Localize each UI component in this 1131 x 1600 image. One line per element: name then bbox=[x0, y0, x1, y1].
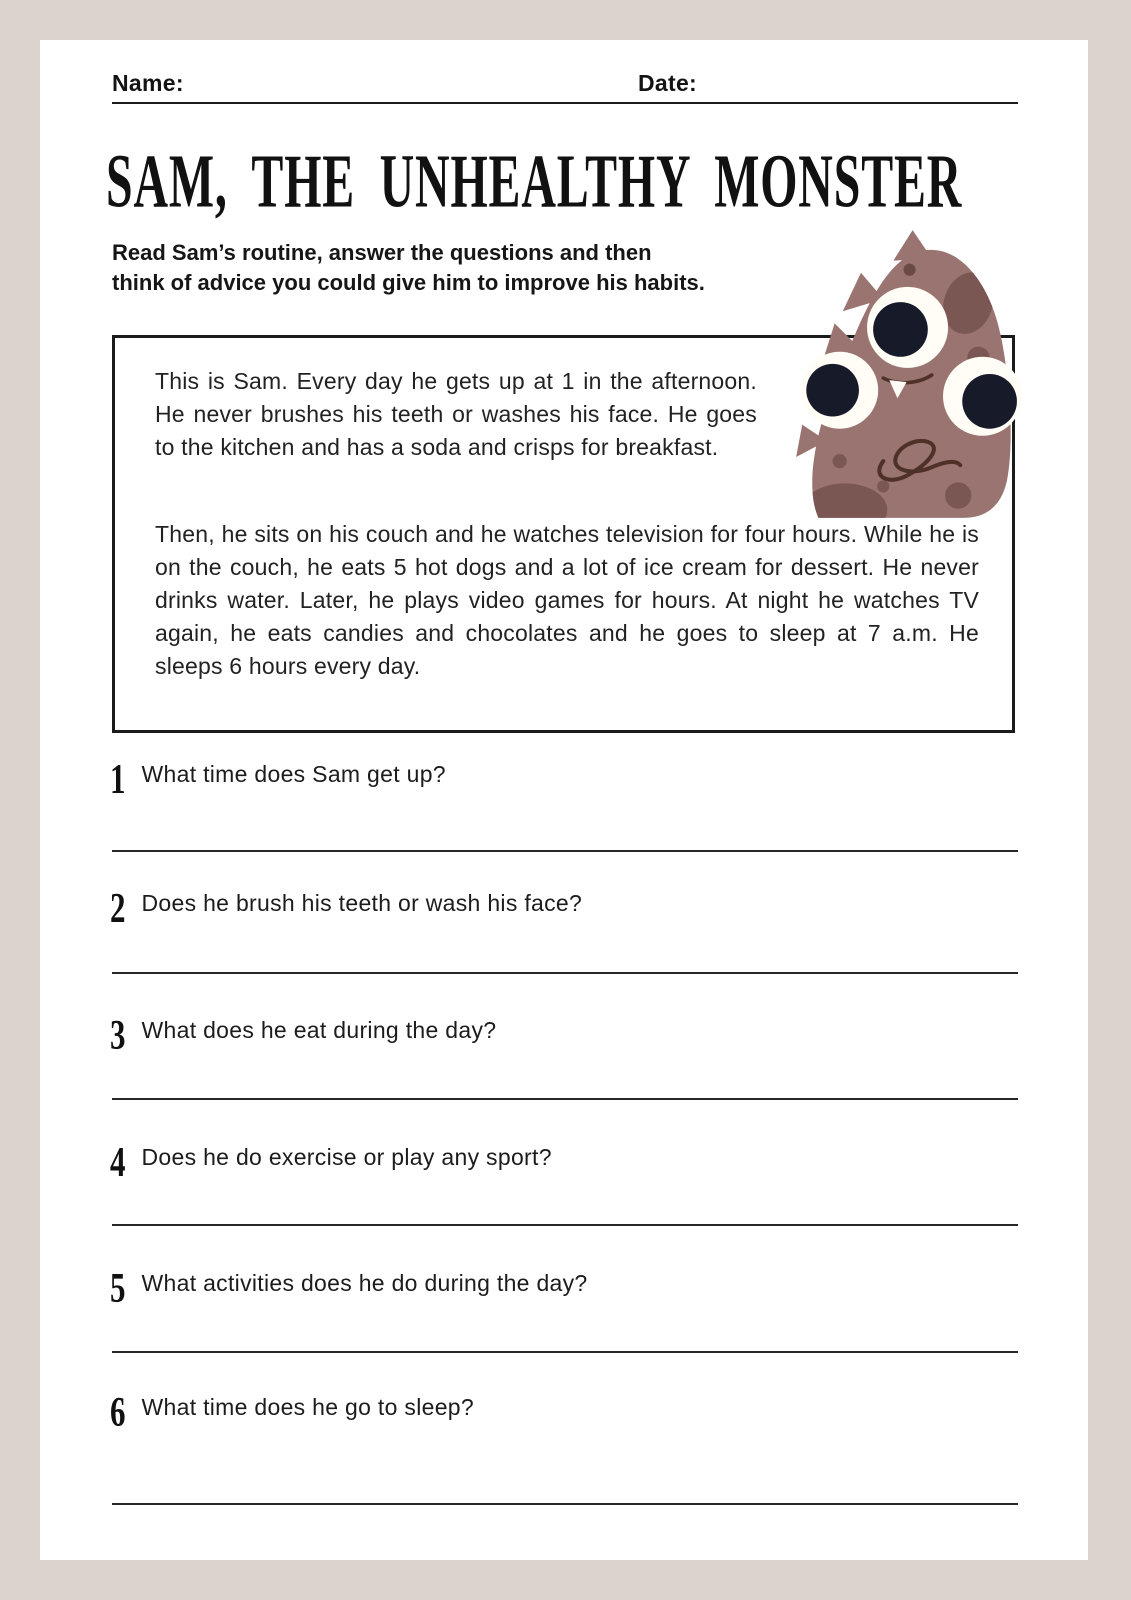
question-2-number: 2 bbox=[110, 884, 126, 932]
worksheet-title: SAM, THE UNHEALTHY MONSTER bbox=[106, 139, 963, 224]
passage-paragraph-1: This is Sam. Every day he gets up at 1 in the afternoon. He never brushes his teeth or washes his face. He goes to the kitchen and has a soda and crisps for breakfast. bbox=[155, 368, 757, 460]
instructions bbox=[112, 238, 705, 298]
instructions-line-1: Read Sam’s routine, answer the questions and then bbox=[112, 240, 652, 265]
question-5 bbox=[110, 1264, 588, 1312]
answer-line-3[interactable] bbox=[112, 1098, 1018, 1100]
question-1-text: What time does Sam get up? bbox=[141, 761, 446, 787]
instructions-line-2: think of advice you could give him to improve his habits. bbox=[112, 270, 705, 295]
answer-line-6[interactable] bbox=[112, 1503, 1018, 1505]
answer-line-1[interactable] bbox=[112, 850, 1018, 852]
question-4-number: 4 bbox=[110, 1138, 126, 1186]
question-3-text: What does he eat during the day? bbox=[141, 1017, 497, 1043]
date-label: Date: bbox=[638, 70, 698, 96]
passage-paragraph-2: Then, he sits on his couch and he watches television for four hours. While he is on the couch, he eats 5 hot dogs and a lot of ice cream for dessert. He never drinks water. Later, he plays video games for hours. At night he watches TV again, he eats candies and chocolates and he goes to sleep at 7 a.m. He sleeps 6 hours every day. bbox=[155, 521, 979, 679]
question-4 bbox=[110, 1138, 552, 1186]
answer-line-4[interactable] bbox=[112, 1224, 1018, 1226]
answer-line-5[interactable] bbox=[112, 1351, 1018, 1353]
question-4-text: Does he do exercise or play any sport? bbox=[141, 1144, 552, 1170]
question-5-number: 5 bbox=[110, 1264, 126, 1312]
question-1 bbox=[110, 755, 446, 803]
worksheet-page bbox=[40, 40, 1088, 1560]
question-5-text: What activities does he do during the day? bbox=[141, 1270, 588, 1296]
monster-illustration bbox=[784, 225, 1022, 523]
answer-line-2[interactable] bbox=[112, 972, 1018, 974]
question-6 bbox=[110, 1388, 474, 1436]
question-2-text: Does he brush his teeth or wash his face? bbox=[141, 890, 583, 916]
question-1-number: 1 bbox=[110, 755, 126, 803]
question-2 bbox=[110, 884, 583, 932]
name-label: Name: bbox=[112, 70, 184, 96]
name-date-fill-in-line[interactable] bbox=[112, 102, 1018, 104]
question-3-number: 3 bbox=[110, 1011, 126, 1059]
three-eyed-monster-icon bbox=[784, 225, 1022, 523]
question-6-number: 6 bbox=[110, 1388, 126, 1436]
question-3 bbox=[110, 1011, 497, 1059]
question-6-text: What time does he go to sleep? bbox=[141, 1394, 474, 1420]
